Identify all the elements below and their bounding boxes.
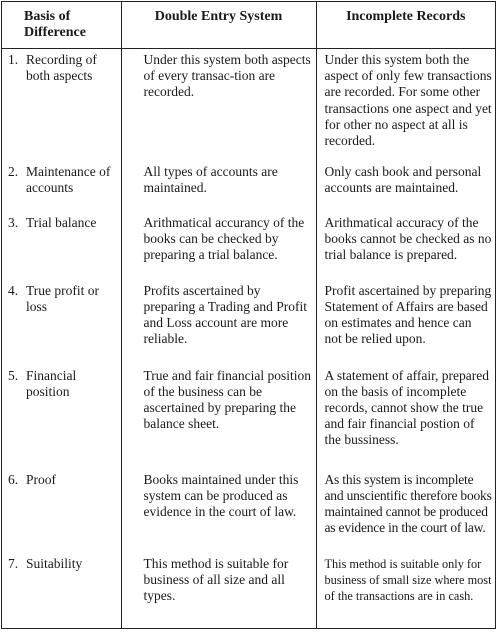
basis-text: Maintenance of accounts [26,163,111,195]
double-entry-cell: All types of accounts are maintained. [121,161,316,212]
table-row [2,212,495,280]
double-entry-cell: True and fair financial position of the business can be ascertained by preparing the balance sheet. [121,365,316,469]
table-row [2,161,495,212]
double-entry-cell: Under this system both aspects of every transac-tion are recorded. [121,49,316,161]
header-double-entry: Double Entry System [121,2,316,49]
table-row [2,365,495,469]
row-number: 6. [8,471,19,487]
basis-text: Trial balance [26,214,97,230]
table-row [2,280,495,365]
table-row [2,553,495,629]
basis-cell [2,553,121,629]
basis-text: Proof [26,471,56,487]
basis-text: Recording of both aspects [26,52,97,84]
basis-cell [2,212,121,280]
double-entry-cell: Books maintained under this system can be produced as evidence in the court of law. [121,469,316,553]
double-entry-cell: Profits ascertained by preparing a Trading and Profit and Loss account are more reliable. [121,280,316,365]
table-row [2,469,495,553]
row-number: 7. [8,555,19,571]
row-number: 3. [8,214,19,230]
comparison-table [2,2,495,628]
row-number: 2. [8,163,19,179]
basis-text: True profit or loss [26,282,99,314]
basis-cell [2,161,121,212]
header-basis: Basis of Difference [2,2,121,49]
double-entry-cell: This method is suitable for business of all size and all types. [121,553,316,629]
row-number: 1. [8,52,19,67]
header-incomplete-records: Incomplete Records [316,2,495,49]
row-number: 5. [8,367,19,383]
table-row [2,49,495,161]
header-row [2,2,495,49]
row-number: 4. [8,282,19,298]
comparison-document [1,1,496,629]
incomplete-records-cell: As this system is incomplete and unscientific therefore books maintained cannot be produced as evidence in the court of law. [316,469,495,553]
basis-text: Financial position [26,367,77,399]
basis-cell [2,469,121,553]
incomplete-records-cell: A statement of affair, prepared on the basis of incomplete records, cannot show the true and fair financial postion of the bussiness. [316,365,495,469]
basis-cell [2,49,121,161]
basis-cell [2,365,121,469]
incomplete-records-cell: Under this system both the aspect of only few transactions are recorded. For some other transactions one aspect and yet for other no aspect at all is recorded. [316,49,495,161]
incomplete-records-cell: This method is suitable only for business of small size where most of the transactions are in cash. [316,553,495,629]
incomplete-records-cell: Profit ascertained by preparing Statement of Affairs are based on estimates and hence can not be relied upon. [316,280,495,365]
basis-text: Suitability [26,555,83,571]
incomplete-records-cell: Arithmatical accuracy of the books cannot be checked as no trial balance is prepared. [316,212,495,280]
basis-cell [2,280,121,365]
double-entry-cell: Arithmatical accurancy of the books can be checked by preparing a trial balance. [121,212,316,280]
incomplete-records-cell: Only cash book and personal accounts are maintained. [316,161,495,212]
